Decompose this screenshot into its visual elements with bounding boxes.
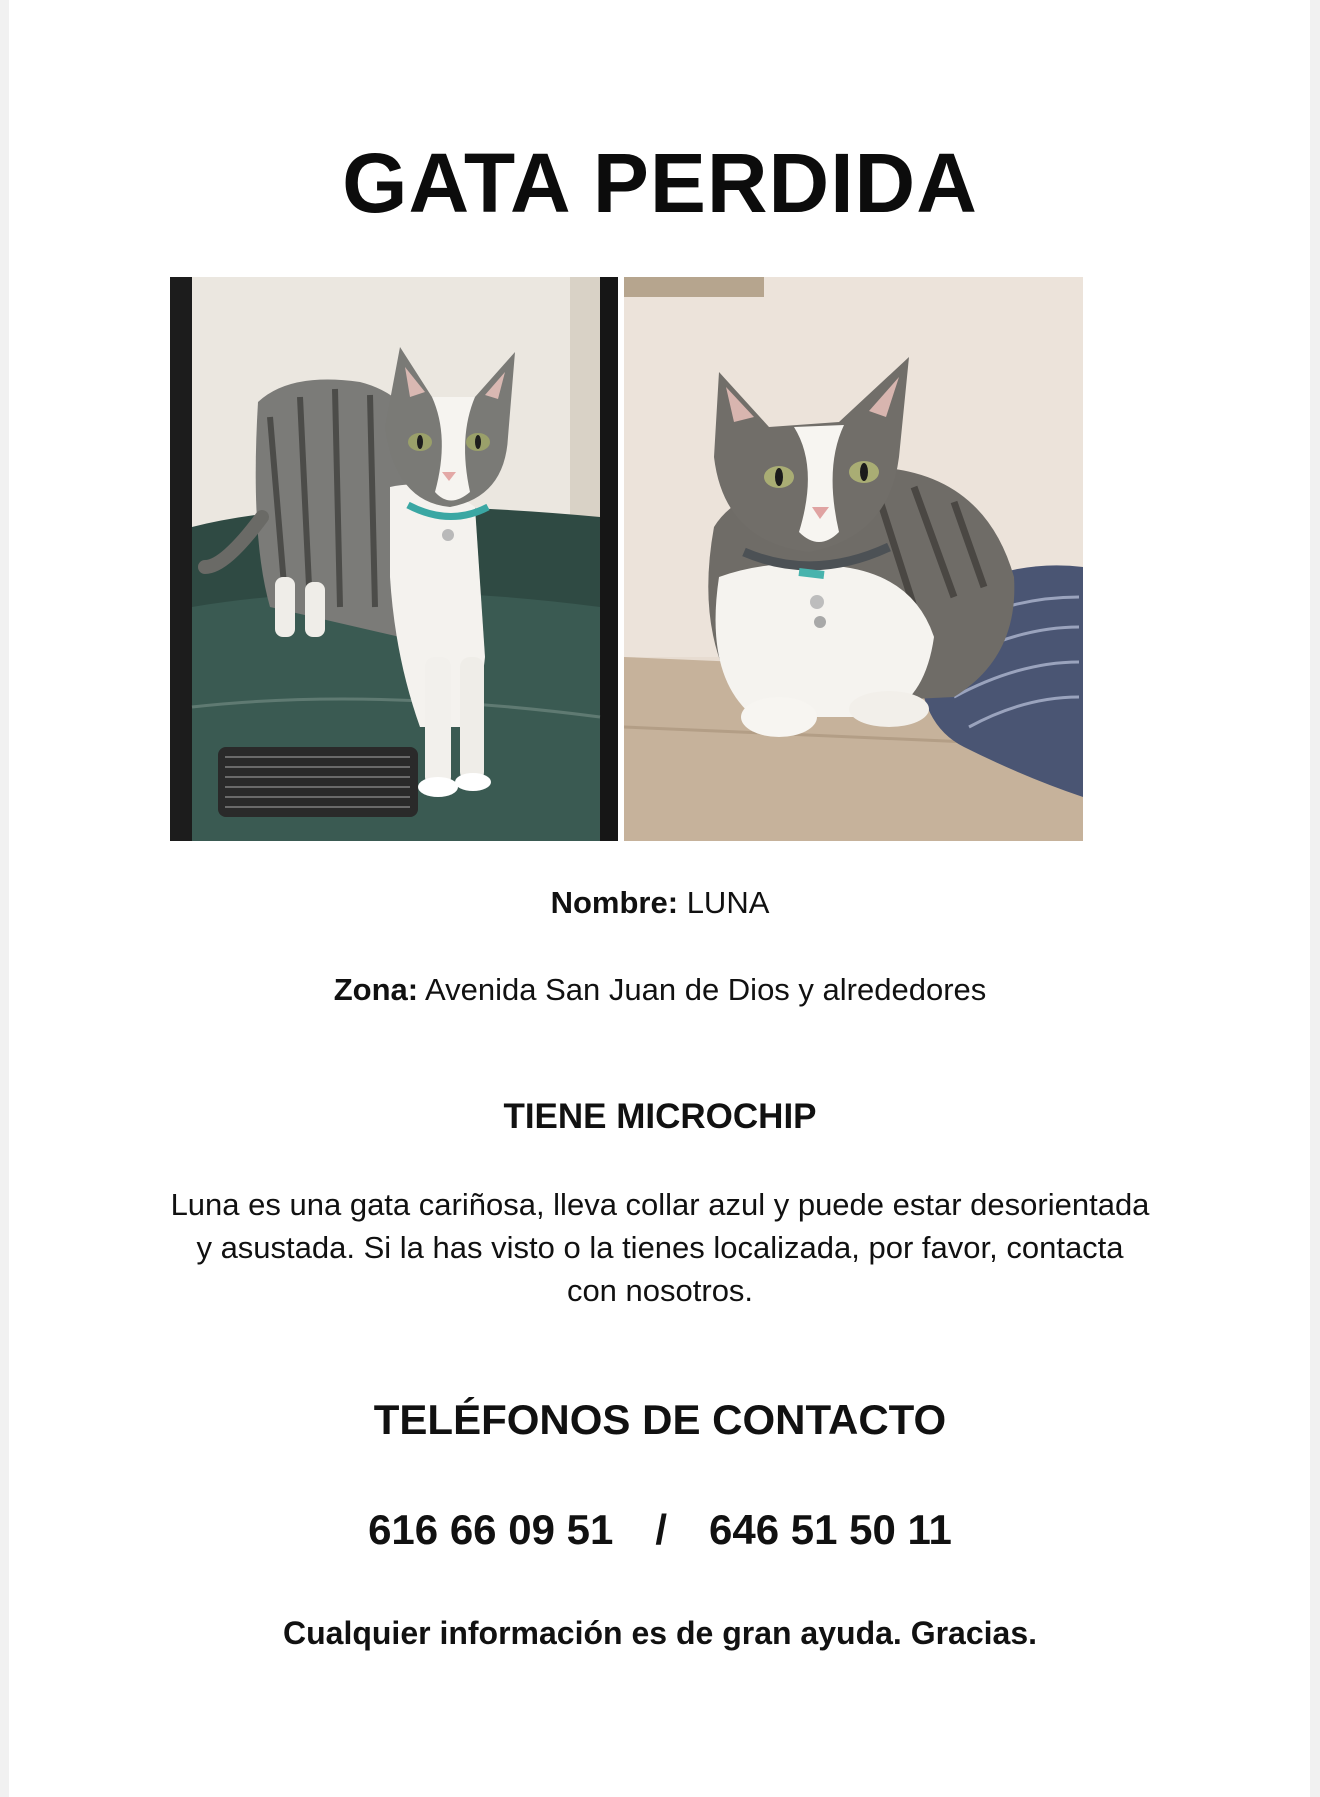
zone-value: Avenida San Juan de Dios y alrededores — [425, 972, 987, 1007]
phones-heading: TELÉFONOS DE CONTACTO — [373, 1396, 947, 1443]
phone-number-1[interactable]: 616 66 09 51 — [368, 1506, 614, 1553]
cat-name-line — [0, 883, 1320, 923]
description-text: Luna es una gata cariñosa, lleva collar azul y puede estar desorientada y asustada. Si la has visto o la tienes localizada, por favor, contacta con nosotros. — [170, 1187, 1150, 1308]
zone-label: Zona: — [333, 972, 419, 1007]
closing-message: Cualquier información es de gran ayuda. Gracias. — [282, 1615, 1037, 1651]
name-label: Nombre: — [550, 885, 679, 920]
cat-photo-lying — [624, 277, 1083, 841]
poster-title: GATA PERDIDA — [342, 136, 978, 230]
phone-number-2[interactable]: 646 51 50 11 — [708, 1506, 952, 1553]
microchip-heading: TIENE MICROCHIP — [503, 1097, 817, 1136]
name-value: LUNA — [686, 885, 770, 920]
zone-line — [0, 970, 1320, 1010]
cat-photo-standing — [170, 277, 618, 841]
phone-separator: / — [655, 1506, 667, 1553]
phone-numbers — [0, 1504, 1320, 1556]
